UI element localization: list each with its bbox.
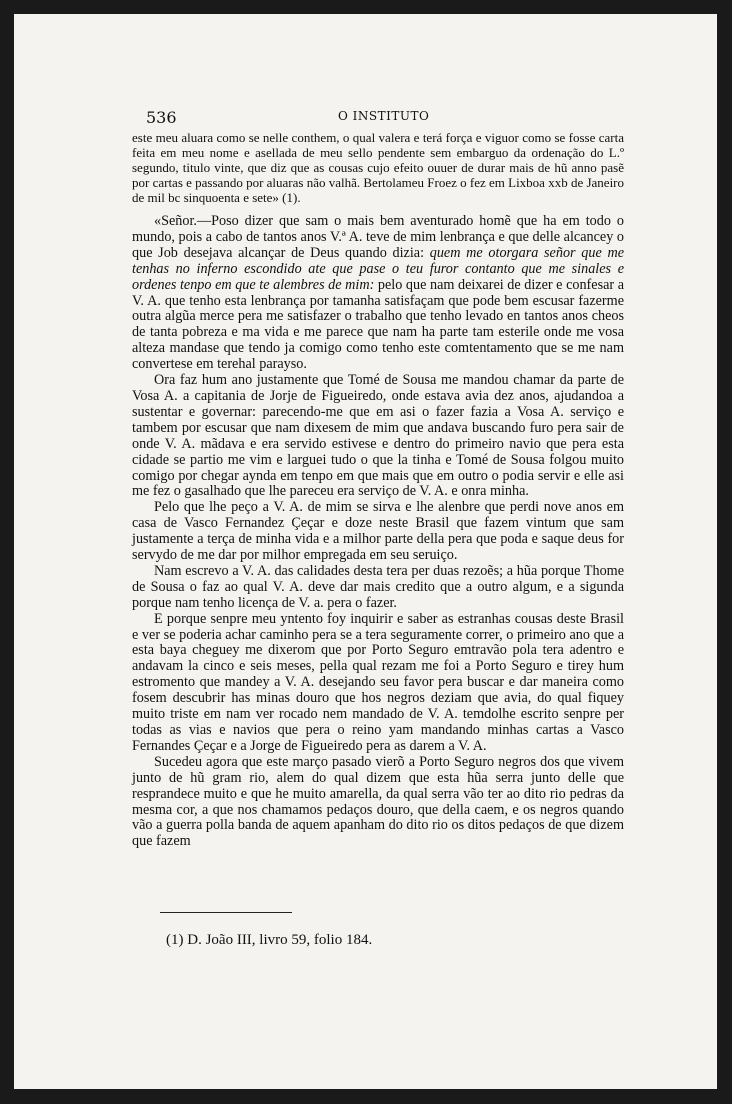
page-body	[132, 130, 624, 850]
footnote: (1) D. João III, livro 59, folio 184.	[166, 932, 373, 948]
paragraph-nam-escrevo: Nam escrevo a V. A. das calidades desta tera per duas rezoẽs; a hũa porque Thome de Sousa o faz ao qual V. A. deve dar mais credito que a outro algum, e a sigunda porque nam tenho licença de V. a. pera o fazer.	[132, 562, 624, 611]
paragraph-e-porque: E porque senpre meu yntento foy inquirir e saber as estranhas cousas deste Brasil e ver se poderia achar caminho pera se a tera seguramente correr, o primeiro ano que a esta baya cheguey me dixerom que por Porto Seguro emtravão pola tera adentro e andavam la cinco e seis meses, pella qual rezam me foi a Porto Seguro e tirey hum estromento que mandey a V. A. desejando seu favor pera buscar e dar maneira como fosem descubrir has minas douro que hos negros deziam que avia, do qual fiquey muito triste em nam ver rocado nem mandado de V. A. temdolhe escrito senpre per todas as vias e navios que pera o reino yam mandando minhas cartas a Vasco Fernandes Çeçar e a Jorge de Figueiredo pera as darem a V. A.	[132, 610, 624, 754]
paragraph-sucedeu: Sucedeu agora que este março pasado vierõ a Porto Seguro negros dos que vivem junto de hũ gram rio, alem do qual dizem que esta hũa serra junto delle que resprandece muito e que he muito amarella, da qual serra vão ter ao dito rio pedras da mesma cor, a que nos chamamos pedaços douro, que della caem, e os negros quando vão a guerra polla banda de aquem apanham do dito rio os ditos pedaços de que dizem que fazem	[132, 753, 624, 850]
paragraph-senor-text: «Señor.—Poso dizer que sam o mais bem aventurado homẽ que ha em todo o mundo, pois a cabo de tantos anos V.ª A. teve de mim lenbrança e que delle alcancey o que Job desejava alcançar de Deus quando dizia:	[132, 213, 624, 261]
paragraph-pelo-que: Pelo que lhe peço a V. A. de mim se sirva e lhe alenbre que perdi nove anos em casa de Vasco Fernandez Çeçar e doze neste Brasil que fazem vintum que sam justamente a terça de minha vida e a milhor parte della pera que poda e saque deus for servydo de me dar por milhor empregada em seu seruiço.	[132, 499, 624, 564]
page-number: 536	[146, 108, 177, 127]
journal-title: O INSTITUTO	[338, 109, 430, 123]
quotation-italic: quem me otorgara señor que me tenhas no inferno escondido ate que pase o teu furor contanto que me sinales e ordenes tenpo em que te alembres de mim:	[132, 244, 624, 293]
footnote-divider	[160, 912, 292, 913]
paragraph-ora-faz: Ora faz hum ano justamente que Tomé de Sousa me mandou chamar da parte de Vosa A. a capitania de Jorje de Figueiredo, onde estava avia dez anos, ajudandoa a sustentar e governar: parecendo-me que em asi o fazer fazia a Vosa A. serviço e tambem por escusar que nam dixesem de mim que andava buscando furo pera sair de onde V. A. mãdava e era servido estivese e dentro do primeiro navio que pera esta cidade se partio me vim e larguei tudo o que la tinha e Tomé de Sousa folgou muito comigo por chegar aynda em tenpo em que mais que em outro o podia servir e elle asi me fez o gasalhado que lhe pareceu era serviço de V. A. e onra minha.	[132, 372, 624, 500]
running-header	[146, 108, 646, 130]
paragraph-letter-close: este meu aluara como se nelle conthem, o qual valera e terá força e viguor como se fosse carta feita em meu nome e asellada de meu sello pendente sem embarguo da ordenação do L.º segundo, titulo vinte, que diz que as cousas cujo efeito ouuer de durar mais de hũ anno pasẽ por cartas e passando por aluaras não valhã. Bertolameu Froez o fez em Lixboa xxb de Janeiro de mil bc sinquoenta e sete» (1).	[132, 130, 625, 205]
paragraph-senor-continued: pelo que nam deixarei de dizer e confesar a V. A. que tenho esta lenbrança por tamanha satisfaçam que pode bem escusar fazerme outra algũa merce pera me satisfazer o trabalho que tenho levado en tantos anos cheos de tanta pobreza e ma vida e me parece que nam ha parte tam esterile onde me vosa alteza mandase que tendo ja comigo como tenho este comtentamento que se me nam convertese em terehal parayso.	[132, 276, 624, 373]
paragraph-senor	[132, 214, 624, 373]
